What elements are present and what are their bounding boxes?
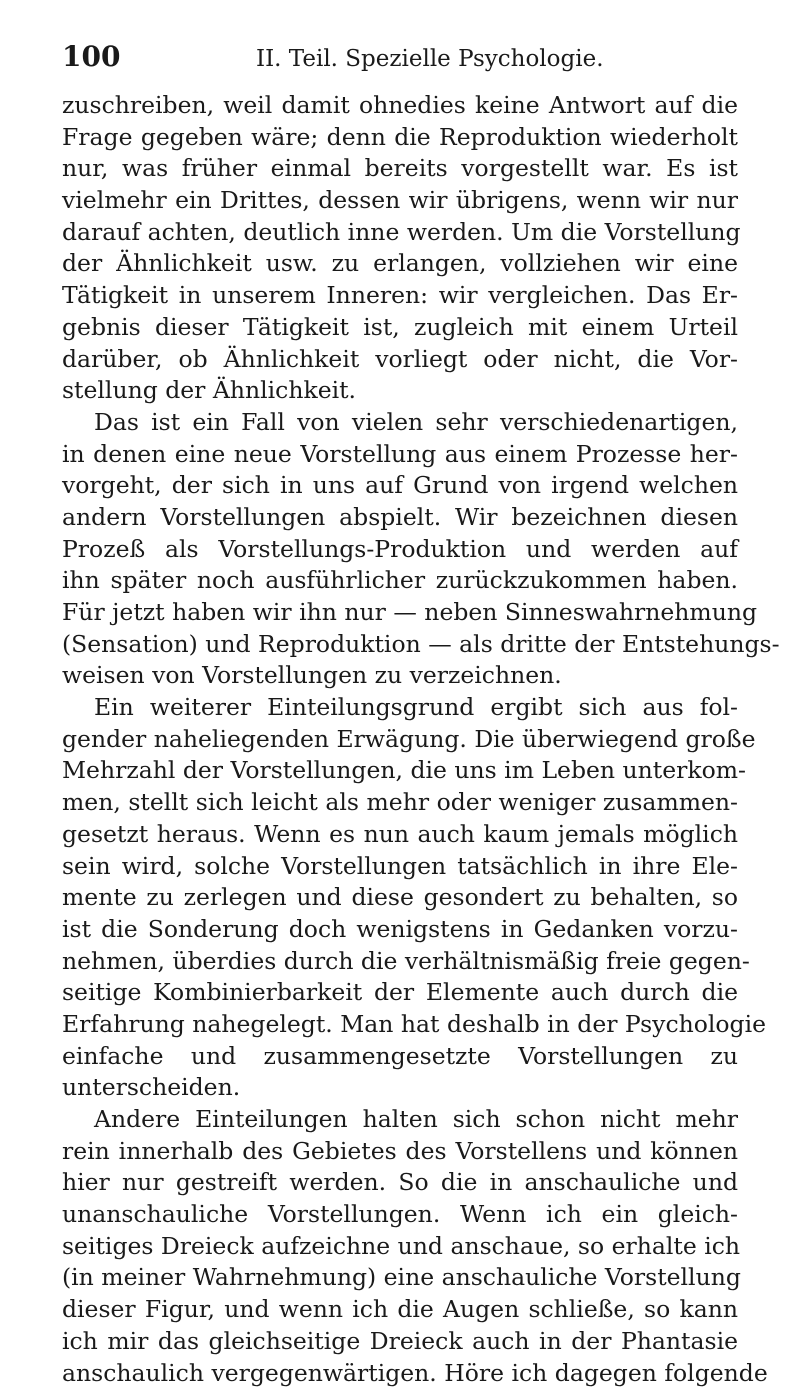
paragraph-start-line: Das ist ein Fall von vielen sehr verschiedenartigen,	[62, 407, 738, 439]
text-line: men, stellt sich leicht als mehr oder weniger zusammen-	[62, 787, 738, 819]
text-line: ihn später noch ausführlicher zurückzukommen haben.	[62, 565, 738, 597]
running-title: II. Teil. Spezielle Psychologie.	[256, 46, 604, 72]
text-line: rein innerhalb des Gebietes des Vorstellens und können	[62, 1136, 738, 1168]
text-line: ist die Sonderung doch wenigstens in Gedanken vorzu-	[62, 914, 738, 946]
text-line: zuschreiben, weil damit ohnedies keine Antwort auf die	[62, 90, 738, 122]
text-line: Prozeß als Vorstellungs-Produktion und werden auf	[62, 534, 738, 566]
text-line: Mehrzahl der Vorstellungen, die uns im Leben unterkom-	[62, 755, 738, 787]
text-line: darauf achten, deutlich inne werden. Um die Vorstellung	[62, 217, 738, 249]
paragraph-start-line: Andere Einteilungen halten sich schon nicht mehr	[62, 1104, 738, 1136]
text-line: nur, was früher einmal bereits vorgestellt war. Es ist	[62, 153, 738, 185]
text-line: ich mir das gleichseitige Dreieck auch in der Phantasie	[62, 1326, 738, 1358]
text-line: stellung der Ähnlichkeit.	[62, 375, 738, 407]
text-line: darüber, ob Ähnlichkeit vorliegt oder nicht, die Vor-	[62, 344, 738, 376]
text-line: der Ähnlichkeit usw. zu erlangen, vollziehen wir eine	[62, 248, 738, 280]
text-line: seitige Kombinierbarkeit der Elemente auch durch die	[62, 977, 738, 1009]
text-line: Erfahrung nahegelegt. Man hat deshalb in der Psychologie	[62, 1009, 738, 1041]
body-text	[62, 90, 738, 1389]
text-line: gesetzt heraus. Wenn es nun auch kaum jemals möglich	[62, 819, 738, 851]
text-line: vielmehr ein Drittes, dessen wir übrigens, wenn wir nur	[62, 185, 738, 217]
running-head	[62, 40, 738, 80]
text-line: unanschauliche Vorstellungen. Wenn ich ein gleich-	[62, 1199, 738, 1231]
text-line: Für jetzt haben wir ihn nur — neben Sinneswahrnehmung	[62, 597, 738, 629]
page-number: 100	[62, 40, 120, 73]
text-line: sein wird, solche Vorstellungen tatsächlich in ihre Ele-	[62, 851, 738, 883]
text-line: (in meiner Wahrnehmung) eine anschauliche Vorstellung	[62, 1262, 738, 1294]
text-line: unterscheiden.	[62, 1072, 738, 1104]
text-line: in denen eine neue Vorstellung aus einem Prozesse her-	[62, 439, 738, 471]
text-line: seitiges Dreieck aufzeichne und anschaue, so erhalte ich	[62, 1231, 738, 1263]
text-line: Frage gegeben wäre; denn die Reproduktion wiederholt	[62, 122, 738, 154]
text-line: vorgeht, der sich in uns auf Grund von irgend welchen	[62, 470, 738, 502]
text-line: anschaulich vergegenwärtigen. Höre ich dagegen folgende	[62, 1358, 738, 1389]
text-line: einfache und zusammengesetzte Vorstellungen zu	[62, 1041, 738, 1073]
text-line: Tätigkeit in unserem Inneren: wir vergleichen. Das Er-	[62, 280, 738, 312]
paragraph-start-line: Ein weiterer Einteilungsgrund ergibt sich aus fol-	[62, 692, 738, 724]
text-line: (Sensation) und Reproduktion — als dritte der Entstehungs-	[62, 629, 738, 661]
text-line: nehmen, überdies durch die verhältnismäßig freie gegen-	[62, 946, 738, 978]
text-line: gebnis dieser Tätigkeit ist, zugleich mit einem Urteil	[62, 312, 738, 344]
text-line: gender naheliegenden Erwägung. Die überwiegend große	[62, 724, 738, 756]
text-line: andern Vorstellungen abspielt. Wir bezeichnen diesen	[62, 502, 738, 534]
text-line: weisen von Vorstellungen zu verzeichnen.	[62, 660, 738, 692]
text-line: mente zu zerlegen und diese gesondert zu behalten, so	[62, 882, 738, 914]
text-line: dieser Figur, und wenn ich die Augen schließe, so kann	[62, 1294, 738, 1326]
text-line: hier nur gestreift werden. So die in anschauliche und	[62, 1167, 738, 1199]
